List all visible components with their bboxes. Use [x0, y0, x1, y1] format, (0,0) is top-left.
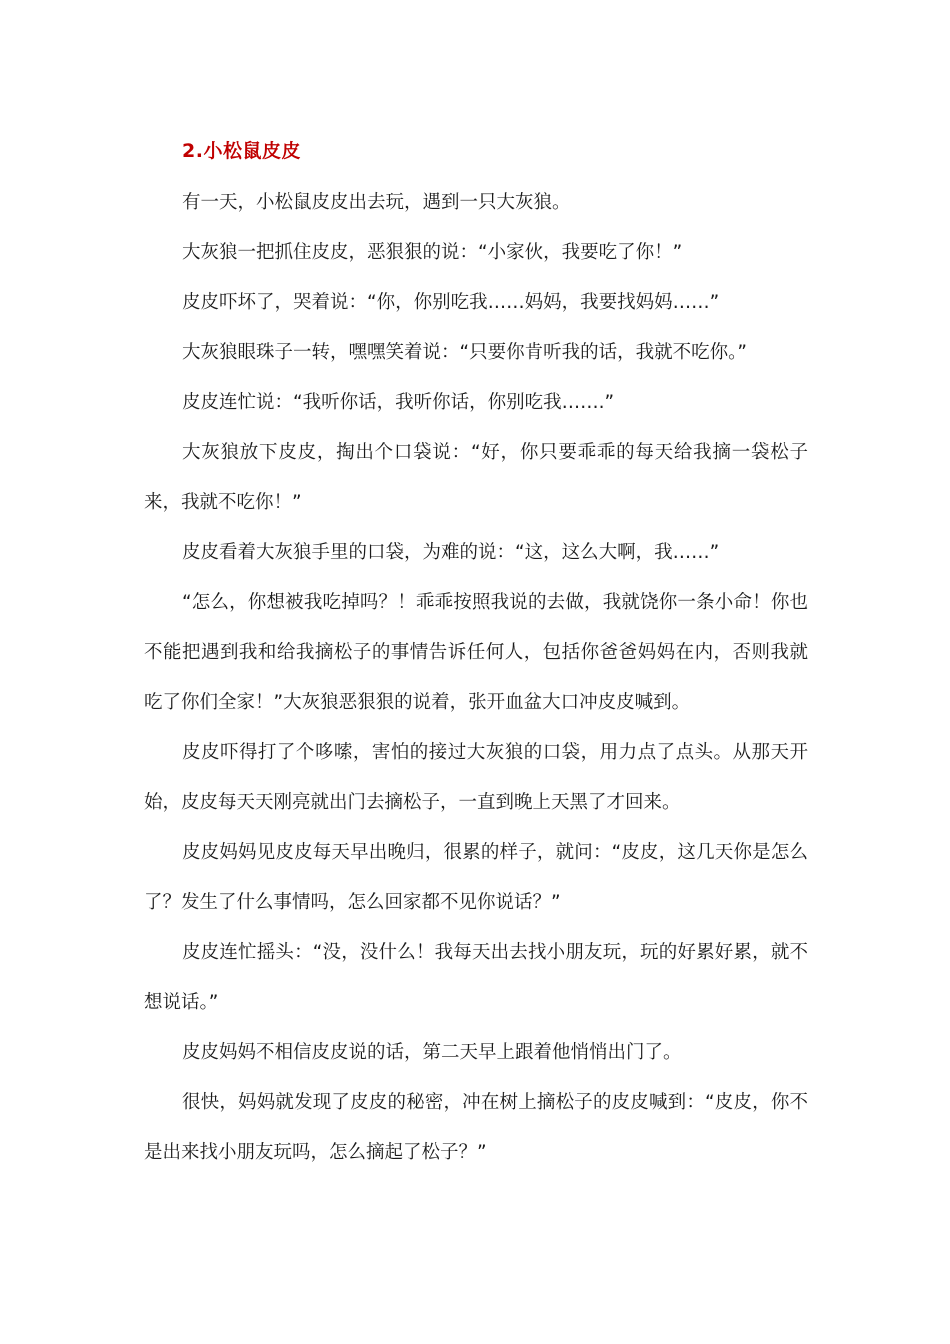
story-title: 2.小松鼠皮皮	[182, 140, 301, 162]
paragraph-8: “怎么，你想被我吃掉吗？！乖乖按照我说的去做，我就饶你一条小命！你也不能把遇到我和给我摘松子的事情告诉任何人，包括你爸爸妈妈在内，否则我就吃了你们全家！”大灰狼恶狠狠的说着，张开血盆大口冲皮皮喊到。	[144, 592, 808, 713]
paragraph-11: 皮皮连忙摇头：“没，没什么！我每天出去找小朋友玩，玩的好累好累，就不想说话。”	[144, 942, 808, 1013]
paragraph-7: 皮皮看着大灰狼手里的口袋，为难的说：“这，这么大啊，我……”	[182, 542, 720, 563]
paragraph-12: 皮皮妈妈不相信皮皮说的话，第二天早上跟着他悄悄出门了。	[182, 1042, 682, 1063]
paragraph-9: 皮皮吓得打了个哆嗦，害怕的接过大灰狼的口袋，用力点了点头。从那天开始，皮皮每天天刚亮就出门去摘松子，一直到晚上天黑了才回来。	[144, 742, 808, 813]
document-body	[144, 128, 808, 1178]
paragraph-5: 皮皮连忙说：“我听你话，我听你话，你别吃我…….”	[182, 392, 615, 413]
paragraph-6: 大灰狼放下皮皮，掏出个口袋说：“好，你只要乖乖的每天给我摘一袋松子来，我就不吃你！”	[144, 442, 808, 513]
paragraph-13: 很快，妈妈就发现了皮皮的秘密，冲在树上摘松子的皮皮喊到：“皮皮，你不是出来找小朋友玩吗，怎么摘起了松子？”	[144, 1092, 808, 1163]
paragraph-3: 皮皮吓坏了，哭着说：“你，你别吃我……妈妈，我要找妈妈……”	[182, 292, 720, 313]
paragraph-10: 皮皮妈妈见皮皮每天早出晚归，很累的样子，就问：“皮皮，这几天你是怎么了？发生了什么事情吗，怎么回家都不见你说话？”	[144, 842, 808, 913]
paragraph-1: 有一天，小松鼠皮皮出去玩，遇到一只大灰狼。	[182, 192, 571, 213]
paragraph-4: 大灰狼眼珠子一转，嘿嘿笑着说：“只要你肯听我的话，我就不吃你。”	[182, 342, 747, 363]
paragraph-2: 大灰狼一把抓住皮皮，恶狠狠的说：“小家伙，我要吃了你！”	[182, 242, 683, 263]
